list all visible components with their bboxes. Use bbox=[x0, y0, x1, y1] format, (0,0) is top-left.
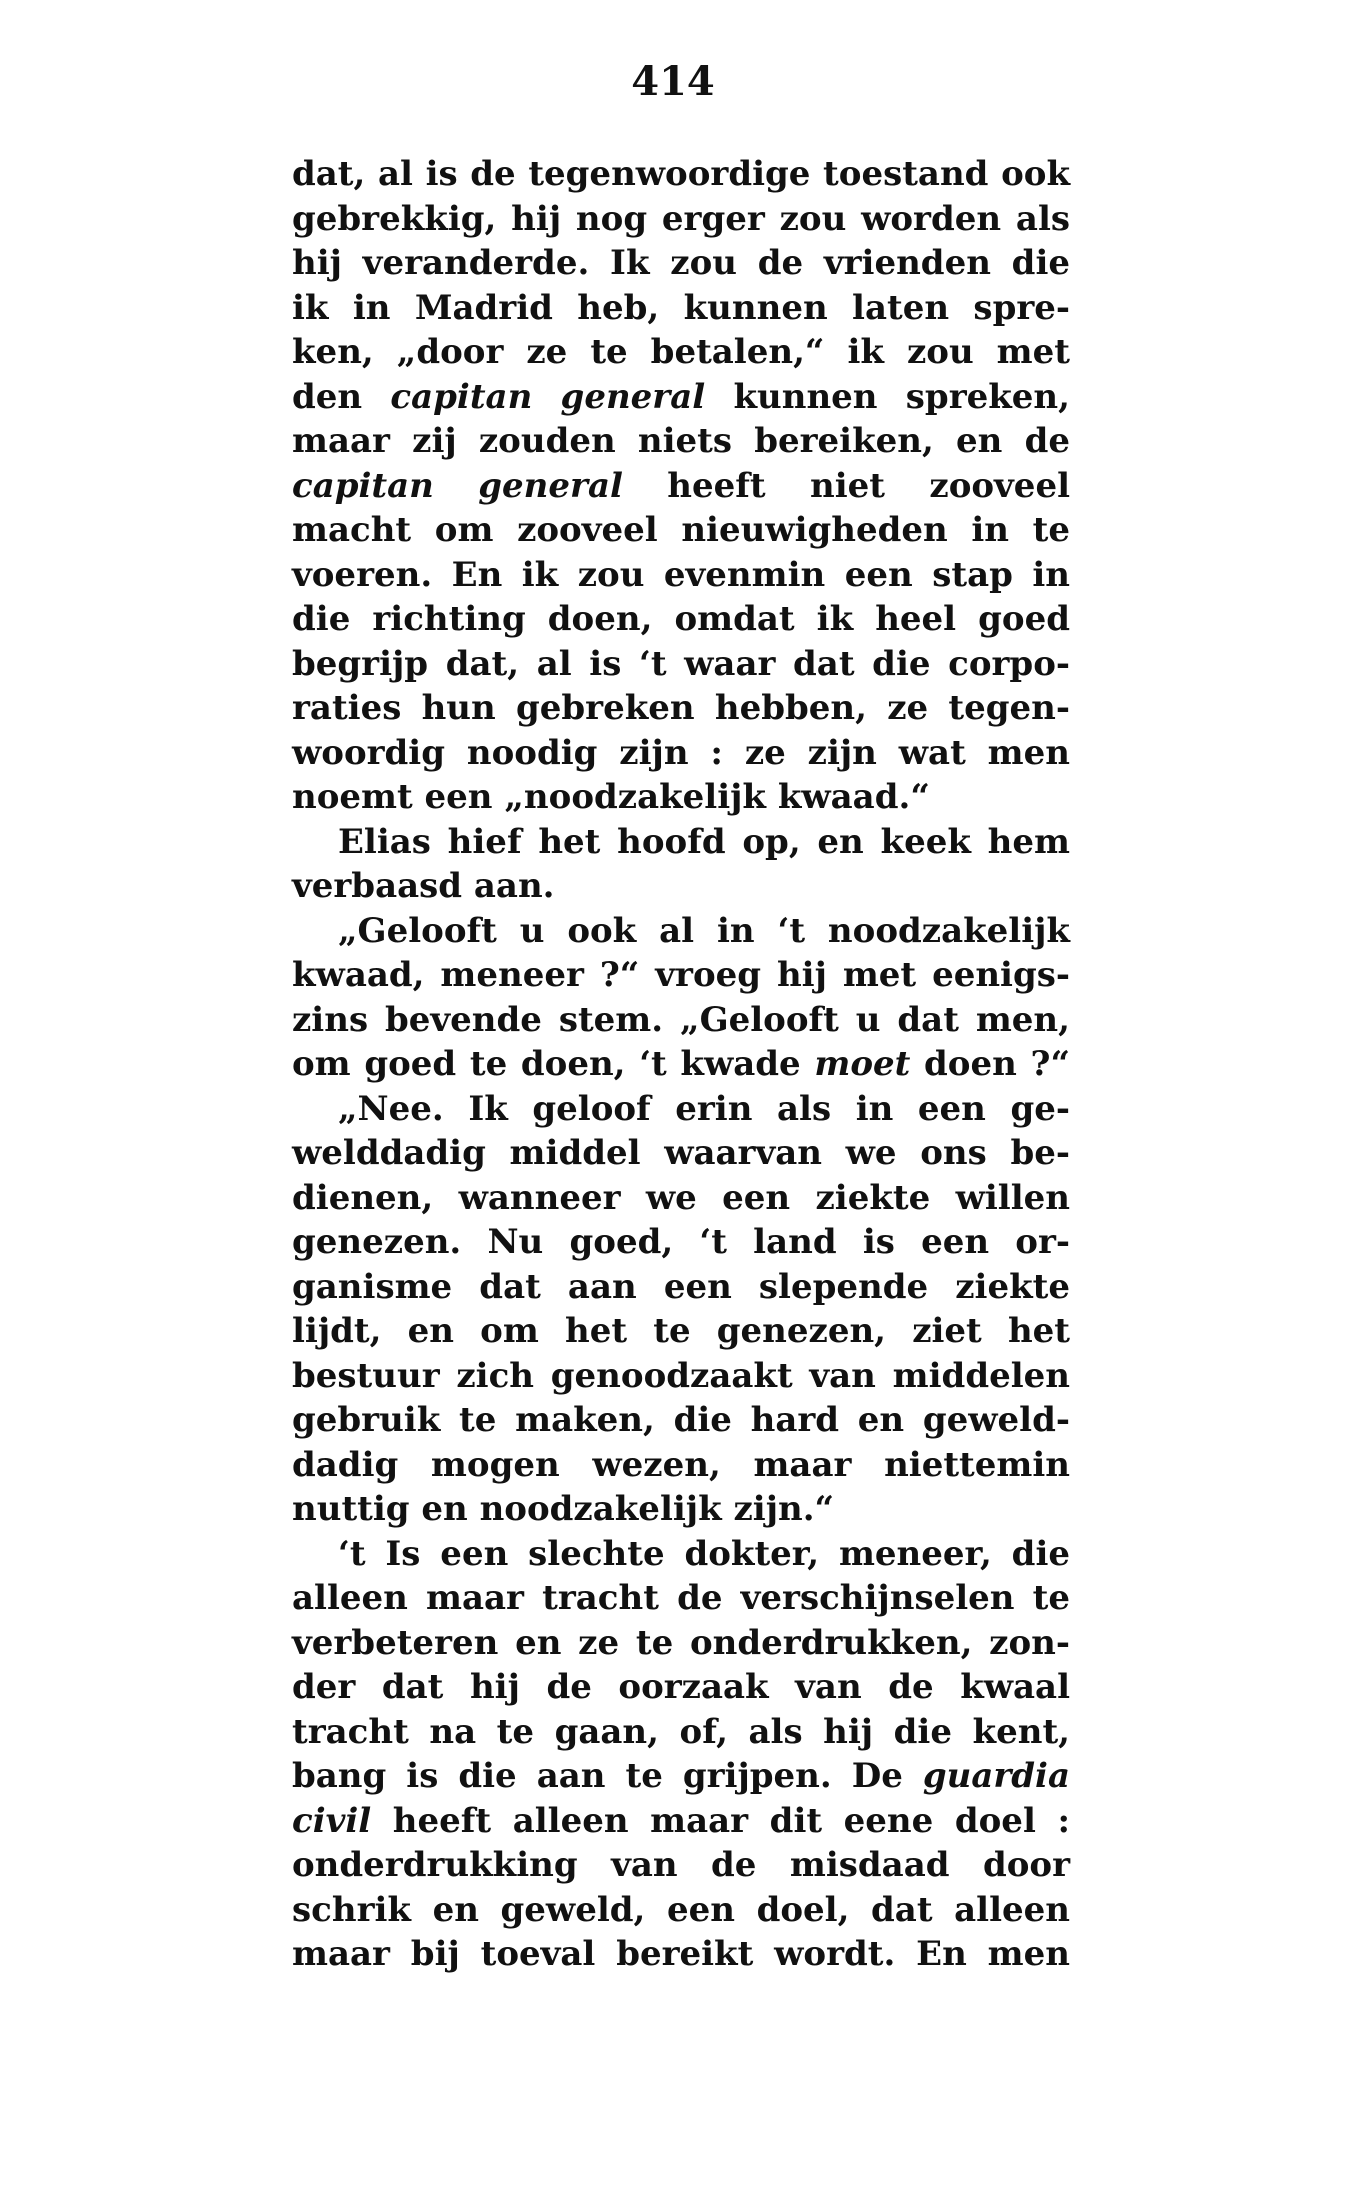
text-line: verbaasd aan. bbox=[292, 866, 555, 906]
text-line bbox=[292, 1042, 1070, 1087]
text-line: macht om zooveel nieuwigheden in te bbox=[292, 510, 1070, 550]
text-line: dienen, wanneer we een ziekte willen bbox=[292, 1177, 1070, 1218]
page-number: 414 bbox=[631, 58, 715, 105]
text-line: ik in Madrid heb, kunnen laten spre- bbox=[292, 287, 1070, 328]
text-line: raties hun gebreken hebben, ze tegen- bbox=[292, 688, 1070, 728]
text-line: gebrekkig, hij nog erger zou worden als bbox=[292, 198, 1070, 239]
italic-text-segment: capitan general bbox=[292, 465, 623, 506]
text-line: „Gelooft u ook al in ‘t noodzakelijk bbox=[338, 910, 1070, 951]
text-line: ken, „door ze te betalen,“ ik zou met bbox=[292, 332, 1070, 372]
text-line: onderdrukking van de misdaad door bbox=[292, 1845, 1070, 1885]
text-line: zins bevende stem. „Gelooft u dat men, bbox=[292, 999, 1070, 1040]
text-line: hij veranderde. Ik zou de vrienden die bbox=[292, 243, 1070, 283]
italic-text-segment: civil bbox=[292, 1800, 372, 1841]
text-line: voeren. En ik zou evenmin een stap in bbox=[292, 554, 1070, 595]
text-line: alleen maar tracht de verschijnselen te bbox=[292, 1578, 1070, 1618]
text-line: schrik en geweld, een doel, dat alleen bbox=[292, 1889, 1070, 1930]
italic-text-segment: guardia bbox=[922, 1756, 1070, 1796]
text-segment: heeft alleen maar dit eene doel : bbox=[371, 1800, 1070, 1841]
text-line: die richting doen, omdat ik heel goed bbox=[292, 599, 1070, 639]
text-line: „Nee. Ik geloof erin als in een ge- bbox=[338, 1088, 1070, 1129]
text-segment: heeft niet zooveel bbox=[622, 465, 1070, 506]
text-line bbox=[292, 464, 1070, 509]
text-line: Elias hief het hoofd op, en keek hem bbox=[338, 821, 1070, 862]
text-line: ganisme dat aan een slepende ziekte bbox=[292, 1266, 1070, 1307]
text-line: der dat hij de oorzaak van de kwaal bbox=[292, 1667, 1070, 1707]
text-line: lijdt, en om het te genezen, ziet het bbox=[292, 1311, 1070, 1351]
italic-text-segment: moet bbox=[814, 1044, 911, 1084]
text-segment: kunnen spreken, bbox=[705, 376, 1070, 417]
text-line: kwaad, meneer ?“ vroeg hij met eenigs- bbox=[292, 955, 1070, 995]
body-text bbox=[292, 152, 1070, 1977]
text-line bbox=[292, 375, 1070, 420]
text-line: gebruik te maken, die hard en geweld- bbox=[292, 1400, 1070, 1440]
text-line: maar zij zouden niets bereiken, en de bbox=[292, 421, 1070, 461]
text-line: noemt een „noodzakelijk kwaad.“ bbox=[292, 777, 930, 817]
text-line: bestuur zich genoodzaakt van middelen bbox=[292, 1355, 1070, 1396]
text-segment: om goed te doen, ‘t kwade bbox=[292, 1044, 815, 1084]
text-line: begrijp dat, al is ‘t waar dat die corpo- bbox=[292, 643, 1070, 684]
text-segment: den bbox=[292, 376, 391, 417]
text-line: dadig mogen wezen, maar niettemin bbox=[292, 1444, 1070, 1485]
italic-text-segment: capitan general bbox=[390, 376, 706, 417]
text-line: ‘t Is een slechte dokter, meneer, die bbox=[338, 1533, 1070, 1574]
text-line: maar bij toeval bereikt wordt. En men bbox=[292, 1934, 1070, 1974]
text-line: welddadig middel waarvan we ons be- bbox=[292, 1133, 1070, 1173]
text-line: woordig noodig zijn : ze zijn wat men bbox=[292, 732, 1070, 773]
text-line: verbeteren en ze te onderdrukken, zon- bbox=[292, 1622, 1070, 1663]
text-segment: bang is die aan te grijpen. De bbox=[292, 1756, 923, 1796]
text-line bbox=[292, 1754, 1070, 1799]
text-line: dat, al is de tegenwoordige toestand ook bbox=[292, 154, 1070, 194]
text-line bbox=[292, 1799, 1070, 1844]
text-line: genezen. Nu goed, ‘t land is een or- bbox=[292, 1222, 1070, 1262]
text-segment: doen ?“ bbox=[910, 1044, 1070, 1084]
text-line: nuttig en noodzakelijk zijn.“ bbox=[292, 1489, 835, 1529]
text-line: tracht na te gaan, of, als hij die kent, bbox=[292, 1711, 1070, 1752]
